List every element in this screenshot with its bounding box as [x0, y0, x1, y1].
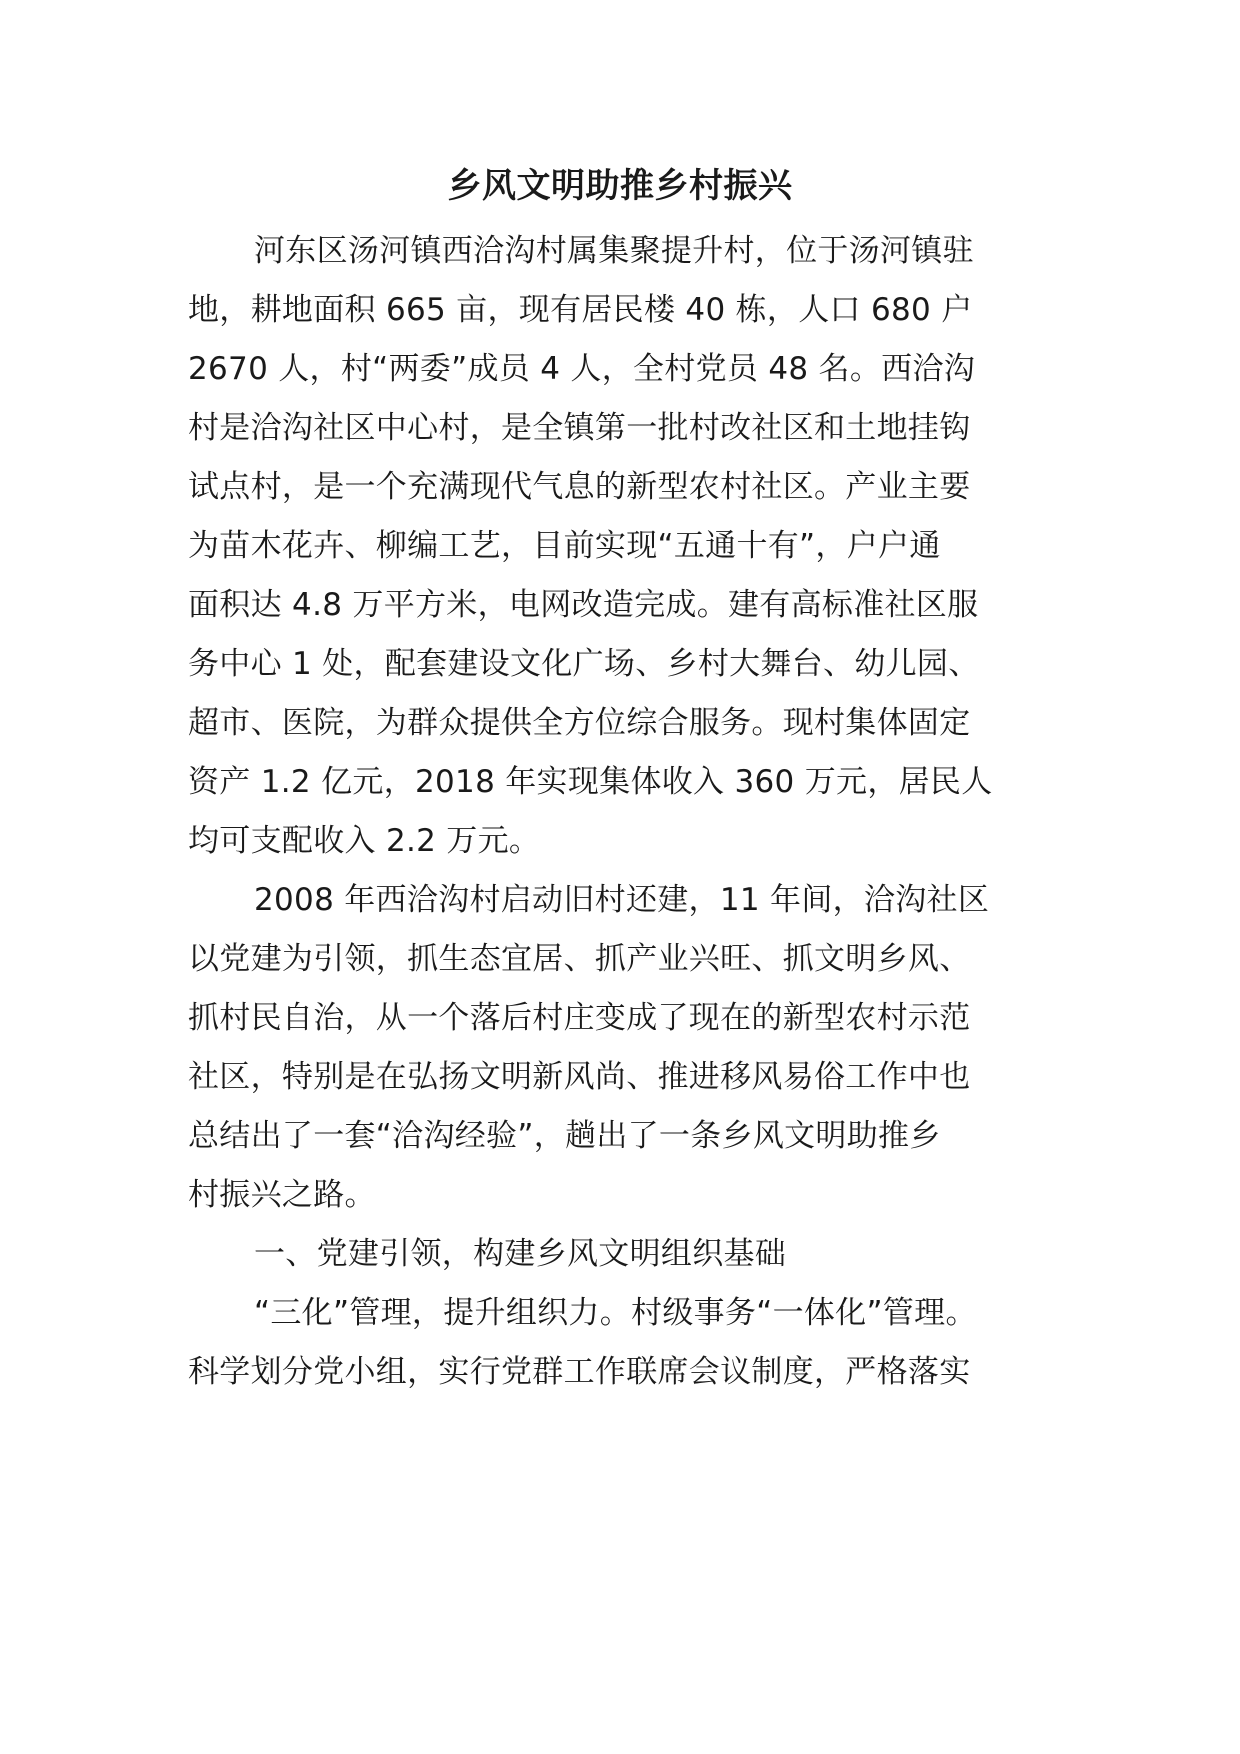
paragraph-line: 科学划分党小组，实行党群工作联席会议制度，严格落实 [188, 1354, 971, 1390]
paragraph-line: 资产 1.2 亿元，2018 年实现集体收入 360 万元，居民人 [188, 764, 993, 800]
paragraph-line: 面积达 4.8 万平方米，电网改造完成。建有高标准社区服 [188, 587, 979, 623]
paragraph-line: 试点村，是一个充满现代气息的新型农村社区。产业主要 [188, 469, 971, 505]
document-title: 乡风文明助推乡村振兴 [447, 166, 793, 206]
paragraph-line: 地，耕地面积 665 亩，现有居民楼 40 栋，人口 680 户 [188, 292, 973, 328]
paragraph-line: 2008 年西洽沟村启动旧村还建，11 年间，洽沟社区 [254, 882, 990, 918]
paragraph-line: 均可支配收入 2.2 万元。 [188, 823, 541, 859]
paragraph-line: 社区，特别是在弘扬文明新风尚、推进移风易俗工作中也 [188, 1059, 971, 1095]
paragraph-line: 村是洽沟社区中心村，是全镇第一批村改社区和土地挂钩 [188, 410, 971, 446]
section-heading: 一、党建引领，构建乡风文明组织基础 [254, 1236, 787, 1272]
paragraph-line: 2670 人，村“两委”成员 4 人，全村党员 48 名。西洽沟 [188, 351, 976, 387]
paragraph-line: 抓村民自治，从一个落后村庄变成了现在的新型农村示范 [188, 1000, 971, 1036]
paragraph-line: 超市、医院，为群众提供全方位综合服务。现村集体固定 [188, 705, 971, 741]
paragraph-line: 为苗木花卉、柳编工艺，目前实现“五通十有”，户户通 [188, 528, 941, 564]
paragraph-line: 总结出了一套“洽沟经验”，趟出了一条乡风文明助推乡 [188, 1118, 941, 1154]
paragraph-line: 河东区汤河镇西洽沟村属集聚提升村，位于汤河镇驻 [254, 233, 974, 269]
paragraph-line: 村振兴之路。 [188, 1177, 376, 1213]
paragraph-line: 务中心 1 处，配套建设文化广场、乡村大舞台、幼儿园、 [188, 646, 980, 682]
paragraph-line: “三化”管理，提升组织力。村级事务“一体化”管理。 [254, 1295, 977, 1331]
paragraph-line: 以党建为引领，抓生态宜居、抓产业兴旺、抓文明乡风、 [188, 941, 971, 977]
